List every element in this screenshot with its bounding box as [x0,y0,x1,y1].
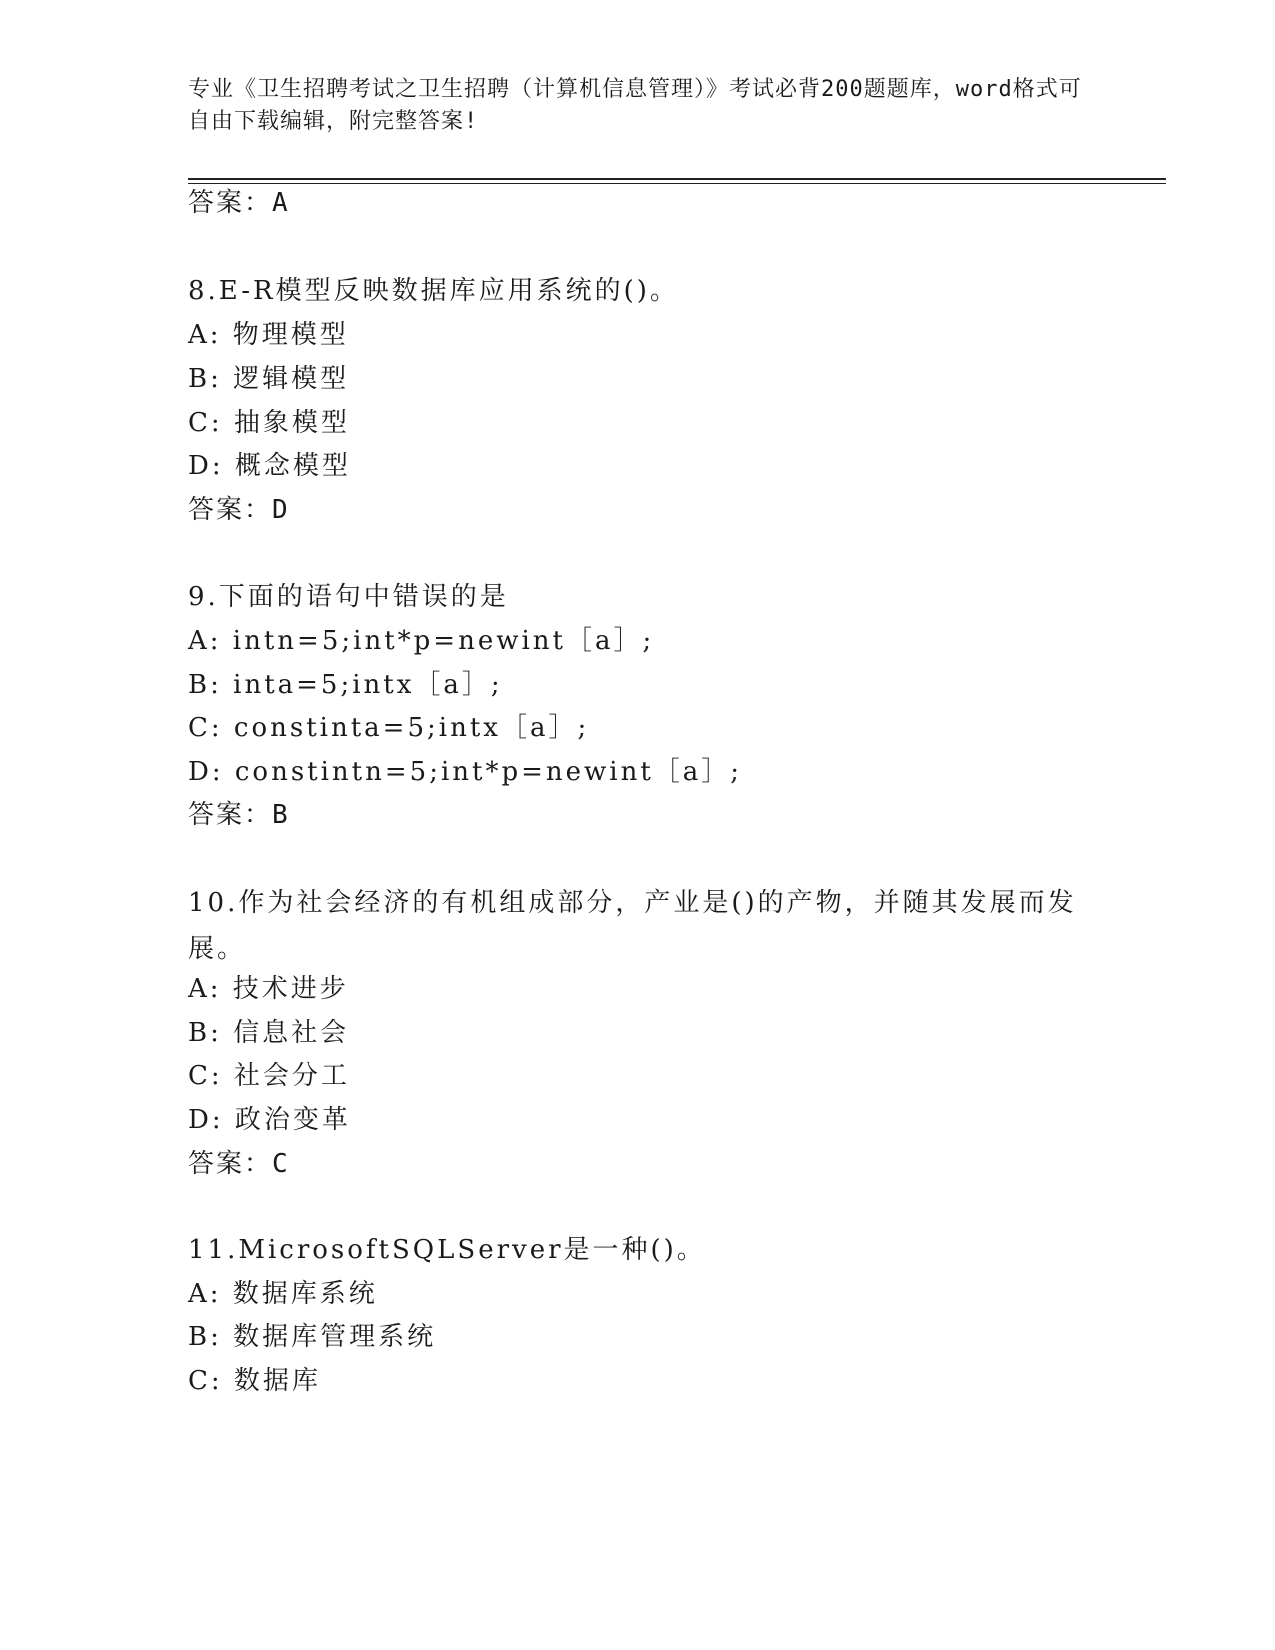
header-divider-thick [188,178,1166,180]
question-9-option-c: C: constinta=5;intx［a］; [188,713,590,743]
question-9-option-a: A: intn=5;int*p=newint［a］; [188,626,655,656]
question-9-option-d: D: constintn=5;int*p=newint［a］; [188,757,743,787]
question-8-answer: 答案：D [188,495,290,525]
document-header: 专业《卫生招聘考试之卫生招聘（计算机信息管理）》考试必背200题题库，word格式可自由下载编辑，附完整答案! [188,77,1082,134]
question-11-stem: 11.MicrosoftSQLServer是一种()。 [188,1235,706,1265]
question-10-option-d: D: 政治变革 [188,1105,351,1135]
question-11-option-a: A: 数据库系统 [188,1279,378,1309]
question-11-option-b: B: 数据库管理系统 [188,1322,437,1352]
question-10-option-a: A: 技术进步 [188,974,349,1004]
question-8-stem: 8.E-R模型反映数据库应用系统的()。 [188,276,679,306]
question-10-option-b: B: 信息社会 [188,1018,350,1048]
question-8-option-b: B: 逻辑模型 [188,364,350,394]
question-8-option-c: C: 抽象模型 [188,408,350,438]
question-10-option-c: C: 社会分工 [188,1061,350,1091]
previous-answer: 答案：A [188,188,290,218]
question-9-option-b: B: inta=5;intx［a］; [188,670,503,700]
question-9-stem: 9.下面的语句中错误的是 [188,582,509,612]
question-8-option-a: A: 物理模型 [188,320,349,350]
question-8-option-d: D: 概念模型 [188,451,351,481]
question-10-answer: 答案：C [188,1149,290,1179]
header-divider-thin [188,183,1166,184]
question-10-stem: 10.作为社会经济的有机组成部分，产业是()的产物，并随其发展而发展。 [188,888,1077,964]
question-11-option-c: C: 数据库 [188,1366,321,1396]
question-9-answer: 答案：B [188,800,290,830]
